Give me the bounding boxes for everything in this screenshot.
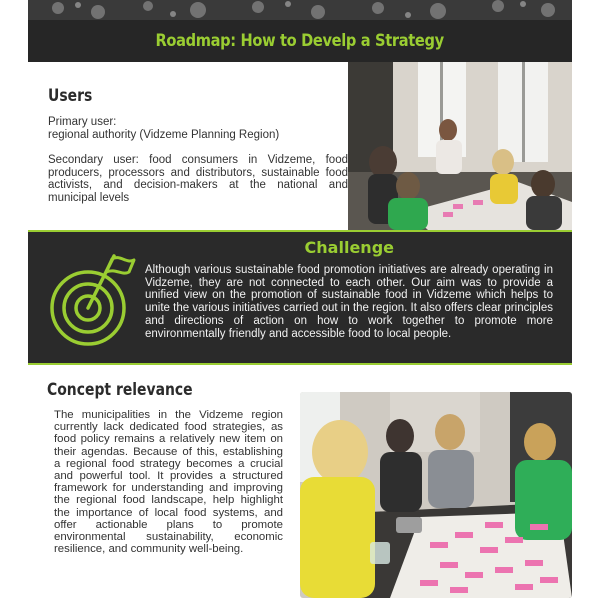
primary-user-value: regional authority (Vidzeme Planning Region) [48, 129, 280, 141]
primary-user-text [48, 116, 348, 142]
challenge-heading: Challenge [304, 238, 394, 257]
page-title: Roadmap: How to Develp a Strategy [155, 31, 445, 51]
secondary-users-text: Secondary user: food consumers in Vidzeme, food producers, processors and distributors, sustainable food activists, and decision-makers at the national and municipal levels [48, 154, 348, 204]
target-flag-icon [44, 250, 136, 350]
primary-user-label: Primary user: [48, 116, 117, 128]
title-banner [28, 20, 572, 62]
workshop-photo-top [348, 62, 572, 230]
workshop-photo-bottom [300, 392, 572, 598]
concept-heading: Concept relevance [47, 380, 193, 400]
concept-text: The municipalities in the Vidzeme region currently lack dedicated food strategies, as food policy remains a relatively new item on their agendas. Because of this, establishing a regional food strategy becomes a crucial and powerful tool. It provides a structured framework for understanding and improving the regional food landscape, help highlight the importance of local food systems, and offer actionable plans to promote environmental sustainability, economic resilience, and community well-being. [54, 409, 283, 556]
users-heading: Users [48, 86, 93, 106]
challenge-panel [28, 230, 572, 365]
challenge-text: Although various sustainable food promotion initiatives are already operating in Vidzeme, they are not connected to each other. Our aim was to provide a unified view on the promotion of sustainable food in Vidzeme which helps to unite the various initiatives carried out in the region. It also offers clear principles and directions of action on how to work together to promote more environmentally friendly and accessible food to local people. [145, 264, 553, 340]
header-foliage-image [28, 0, 572, 20]
